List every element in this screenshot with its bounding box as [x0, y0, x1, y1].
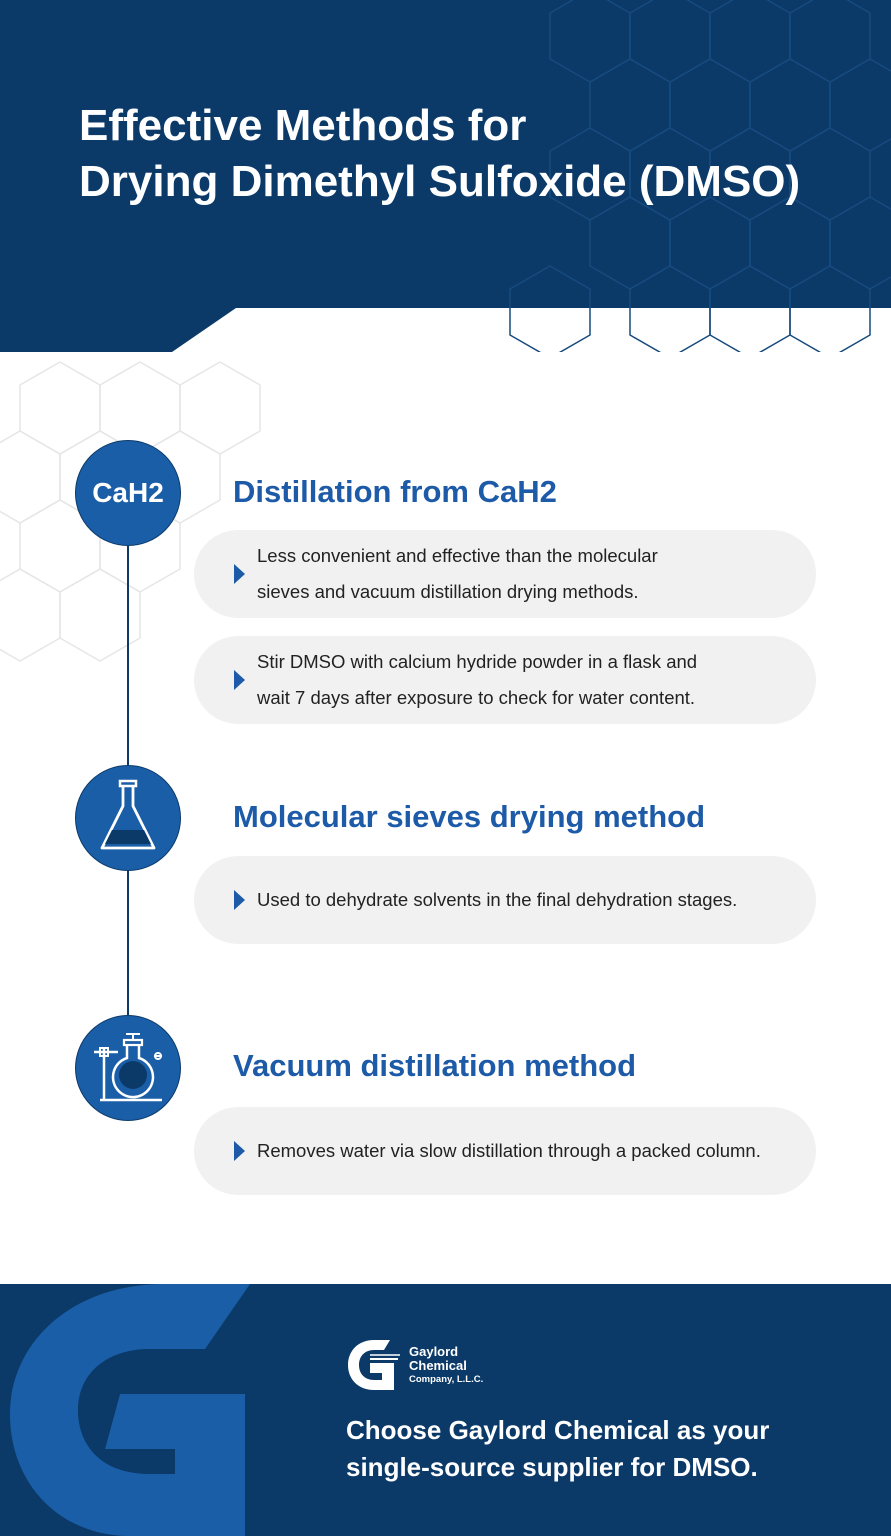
bullet-triangle-icon [234, 564, 245, 584]
logo-line-2: Chemical [409, 1358, 467, 1373]
gaylord-g-watermark-icon [0, 1284, 260, 1536]
tagline-line-2: single-source supplier for DMSO. [346, 1452, 758, 1482]
point-text-line: Used to dehydrate solvents in the final dehydration stages. [257, 889, 738, 910]
bullet-triangle-icon [234, 670, 245, 690]
distillation-flask-icon [88, 1028, 168, 1108]
point-card [194, 856, 816, 944]
point-text-line: wait 7 days after exposure to check for water content. [257, 687, 696, 708]
point-card [194, 636, 816, 724]
page-title-line-1: Effective Methods for [79, 101, 527, 150]
point-text [257, 644, 797, 716]
point-text [257, 538, 797, 610]
logo-line-3: Company, L.L.C. [409, 1374, 484, 1385]
section-title-vacuum-distillation: Vacuum distillation method [233, 1048, 637, 1083]
header-banner [0, 0, 891, 352]
cah2-icon-circle [75, 440, 181, 546]
bullet-triangle-icon [234, 890, 245, 910]
point-text-line: Stir DMSO with calcium hydride powder in a flask and [257, 651, 698, 672]
page-title-line-2: Drying Dimethyl Sulfoxide (DMSO) [79, 157, 801, 206]
point-text-line: sieves and vacuum distillation drying methods. [257, 581, 639, 602]
erlenmeyer-flask-icon-circle [75, 765, 181, 871]
footer-tagline [346, 1412, 769, 1486]
page-title [79, 98, 800, 210]
logo-line-1: Gaylord [409, 1344, 459, 1359]
point-text-line: Less convenient and effective than the molecular [257, 545, 658, 566]
gaylord-logo-icon [346, 1337, 402, 1393]
erlenmeyer-flask-icon [93, 778, 163, 858]
point-text [257, 1133, 797, 1169]
footer-banner [0, 1284, 891, 1536]
bullet-triangle-icon [234, 1141, 245, 1161]
company-logo-text [409, 1345, 483, 1386]
cah2-icon-label: CaH2 [92, 477, 164, 508]
point-text [257, 882, 797, 918]
point-card [194, 530, 816, 618]
distillation-flask-icon-circle [75, 1015, 181, 1121]
section-title-distillation-cah2: Distillation from CaH2 [233, 474, 557, 509]
point-text-line: Removes water via slow distillation through a packed column. [257, 1140, 761, 1161]
tagline-line-1: Choose Gaylord Chemical as your [346, 1415, 770, 1445]
section-title-molecular-sieves: Molecular sieves drying method [233, 799, 706, 834]
point-card [194, 1107, 816, 1195]
